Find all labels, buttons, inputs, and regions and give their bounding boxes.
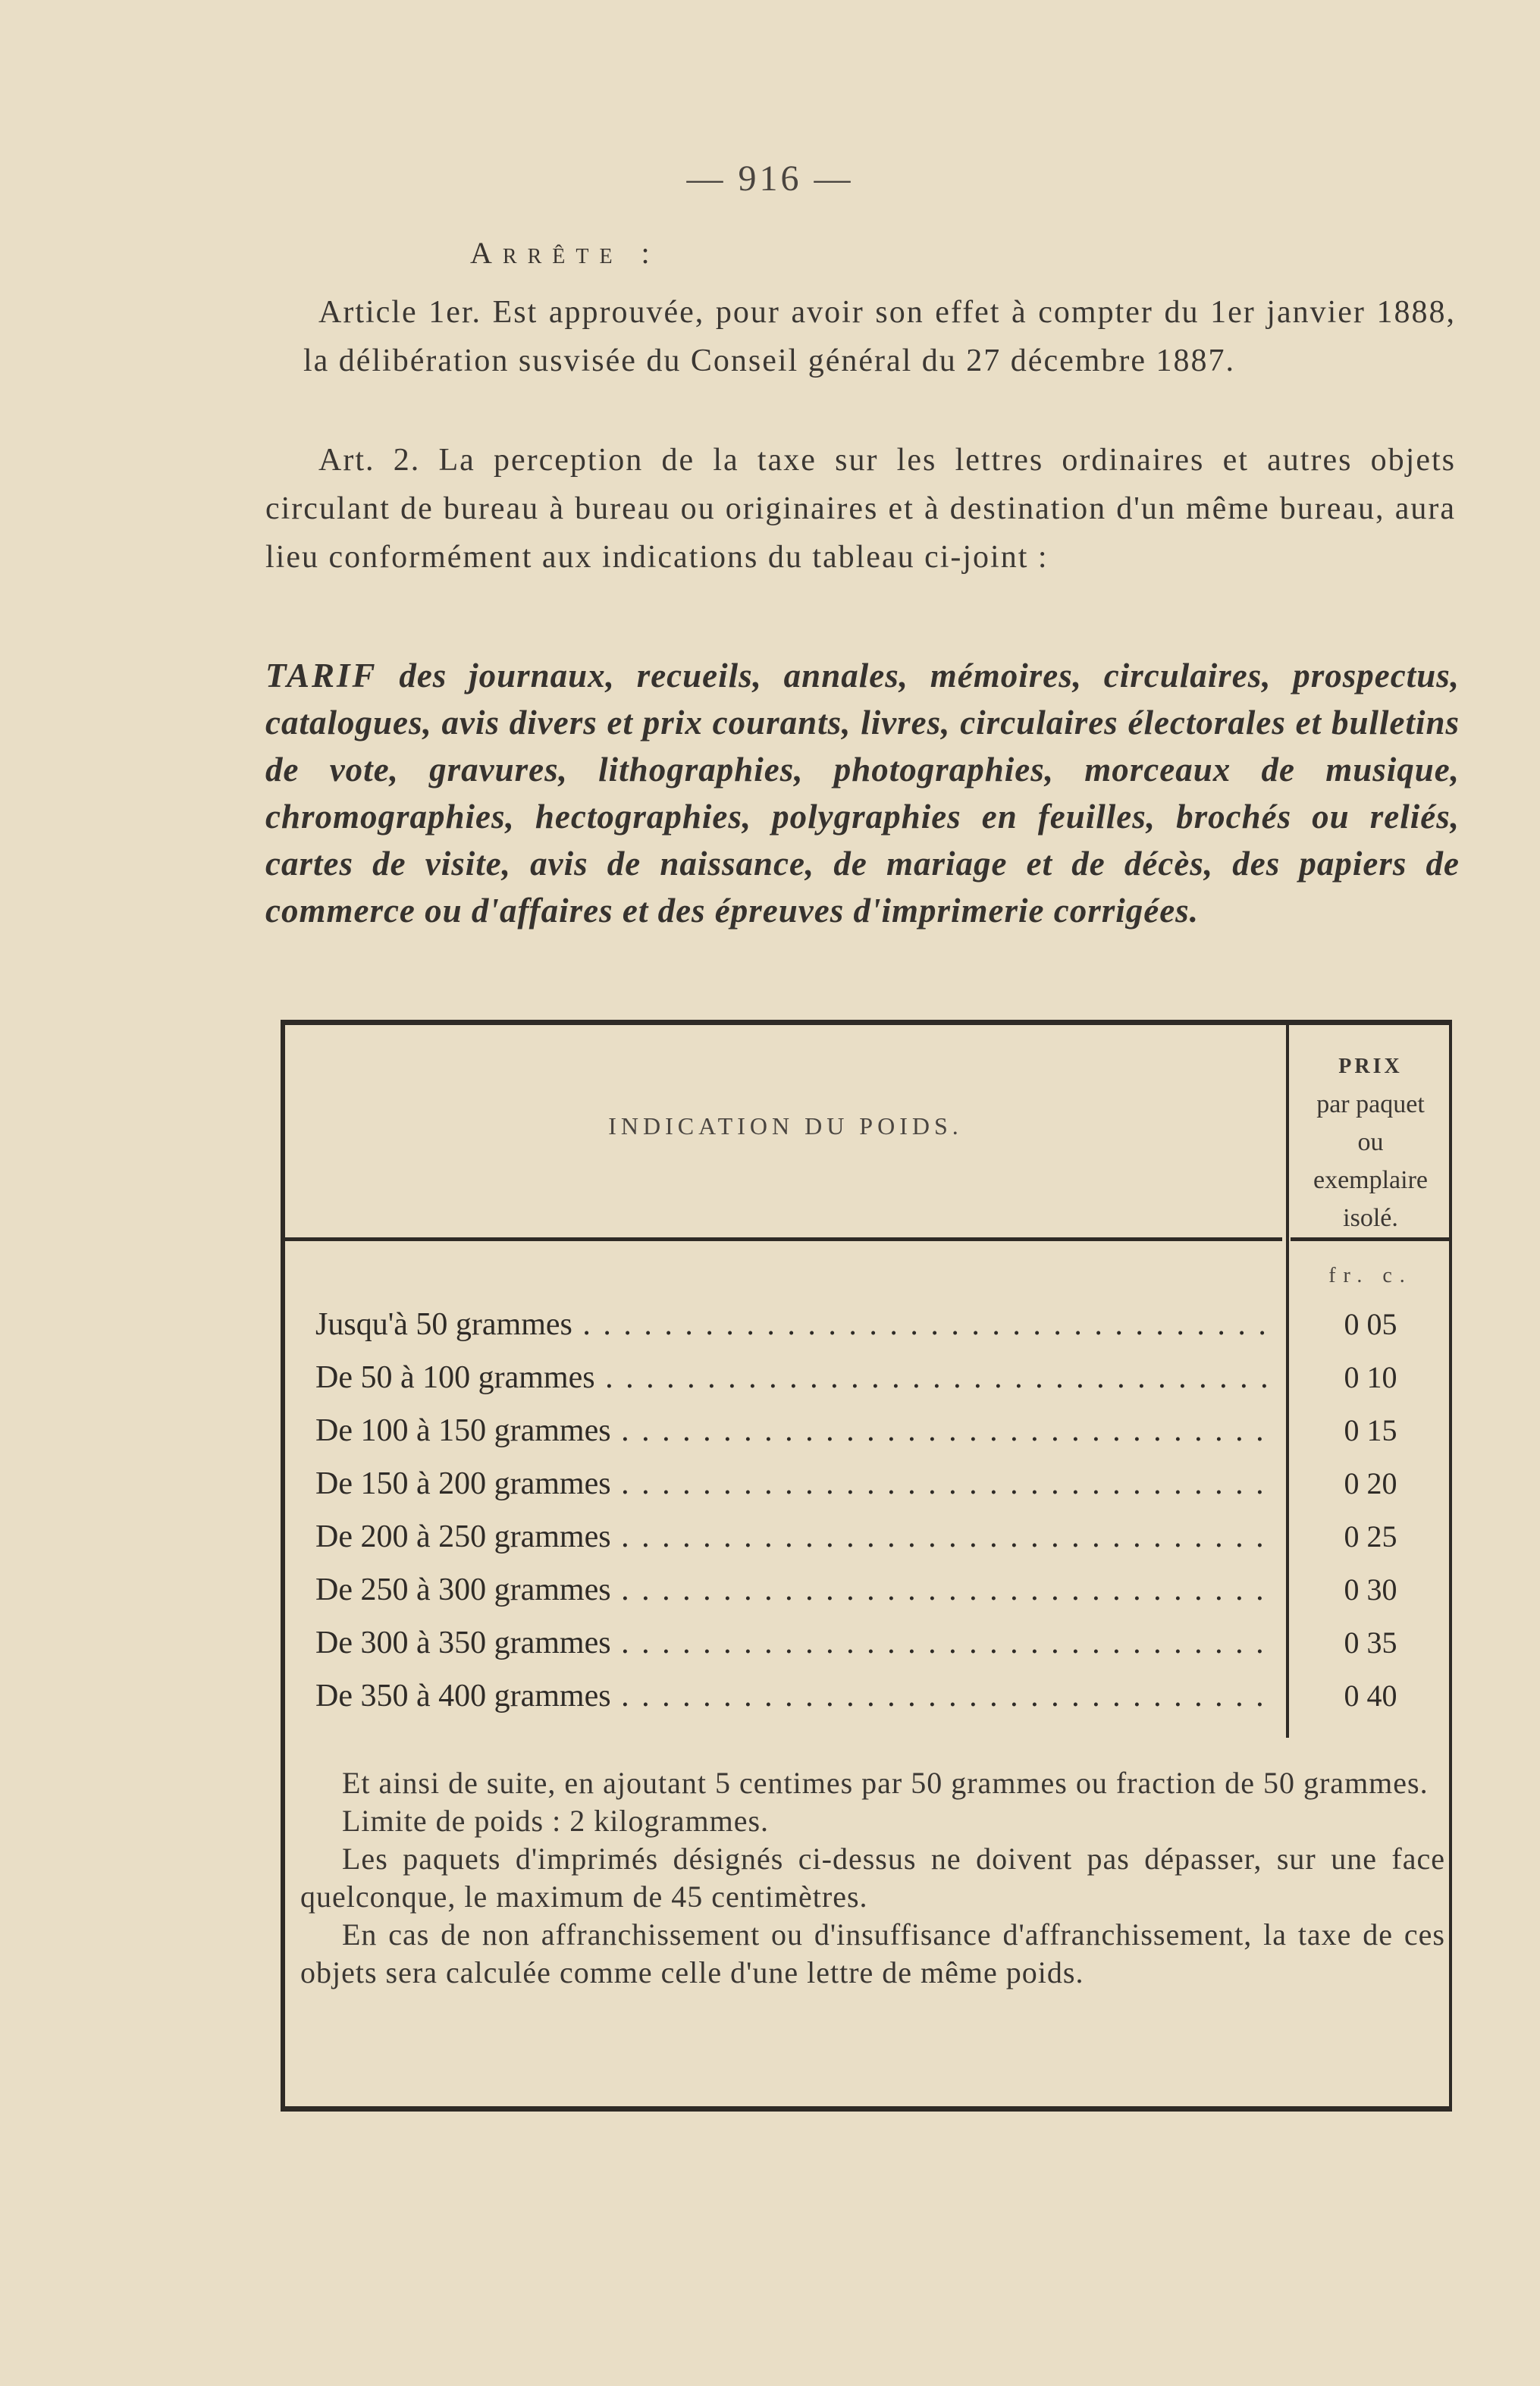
- table-row: [285, 1563, 1457, 1616]
- note-size-limit: Les paquets d'imprimés désignés ci-dessus ne doivent pas dépasser, sur une face quelconque, le maximum de 45 centimètres.: [300, 1842, 1445, 1914]
- price-header-line-4: exemplaire: [1313, 1166, 1429, 1194]
- weight-column-header: INDICATION DU POIDS.: [608, 1112, 963, 1140]
- price-value: 0 20: [1344, 1466, 1397, 1500]
- price-header-line-1: PRIX: [1338, 1055, 1403, 1078]
- price-value: 0 40: [1344, 1679, 1397, 1713]
- weight-label: De 100 à 150 grammes . . .: [315, 1404, 1271, 1457]
- price-value: 0 35: [1344, 1626, 1397, 1660]
- weight-label: De 250 à 300 grammes . . .: [315, 1563, 1271, 1616]
- weight-label: De 50 à 100 grammes . . .: [315, 1351, 1271, 1404]
- price-header-line-2: par paquet: [1316, 1090, 1425, 1118]
- article-2: Art. 2. La perception de la taxe sur les lettres ordinaires et autres objets circulant de bureau à bureau ou originaires et à destination d'un même bureau, aura lieu conformément aux indications du tableau ci-joint :: [265, 443, 1456, 575]
- price-value: 0 05: [1344, 1307, 1397, 1341]
- note-weight-limit: Limite de poids : 2 kilogrammes.: [342, 1804, 770, 1838]
- table-row: [285, 1670, 1457, 1723]
- table-row: [285, 1510, 1457, 1563]
- table-row: [285, 1616, 1457, 1670]
- table-notes: [300, 1764, 1445, 1992]
- price-value: 0 15: [1344, 1413, 1397, 1447]
- tariff-table: [281, 1020, 1452, 2112]
- price-units: fr. c.: [1328, 1264, 1413, 1287]
- table-row: [285, 1351, 1457, 1404]
- tarif-lead: TARIF: [265, 657, 378, 694]
- tarif-title: [265, 652, 1460, 934]
- price-value: 0 25: [1344, 1519, 1397, 1554]
- weight-label: Jusqu'à 50 grammes . . .: [315, 1298, 1271, 1351]
- table-row: [285, 1298, 1457, 1351]
- tarif-text: des journaux, recueils, annales, mémoires, circulaires, prospectus, catalogues, avis divers et prix courants, livres, circulaires électorales et bulletins de vote, gravures, lithographies, photographies, morceaux de musique, chromographies, hectographies, polygraphies en feuilles, brochés ou reliés, cartes de visite, avis de naissance, de mariage et de décès, des papiers de commerce ou d'affaires et des épreuves d'imprimerie corrigées.: [265, 657, 1460, 930]
- table-row: [285, 1457, 1457, 1510]
- weight-label: De 350 à 400 grammes . . .: [315, 1670, 1271, 1723]
- weight-label: De 150 à 200 grammes . . .: [315, 1457, 1271, 1510]
- price-column-header: [1289, 1048, 1452, 1237]
- note-insufficient-postage: En cas de non affranchissement ou d'insuffisance d'affranchissement, la taxe de ces objets sera calculée comme celle d'une lettre de même poids.: [300, 1917, 1445, 1989]
- price-value: 0 30: [1344, 1572, 1397, 1607]
- weight-label: De 300 à 350 grammes . . .: [315, 1616, 1271, 1670]
- header-rule: [285, 1237, 1282, 1241]
- page-number: — 916 —: [686, 158, 854, 199]
- price-header-line-5: isolé.: [1343, 1204, 1398, 1232]
- price-header-line-3: ou: [1357, 1128, 1384, 1156]
- note-increment: Et ainsi de suite, en ajoutant 5 centimes par 50 grammes ou fraction de 50 grammes.: [342, 1766, 1429, 1800]
- price-value: 0 10: [1344, 1360, 1397, 1394]
- header-rule-right: [1291, 1237, 1452, 1241]
- article-1: Article 1er. Est approuvée, pour avoir son effet à compter du 1er janvier 1888, la délibération susvisée du Conseil général du 27 décembre 1887.: [303, 295, 1456, 378]
- decree-heading: Arrête :: [470, 236, 660, 270]
- table-row: [285, 1404, 1457, 1457]
- weight-label: De 200 à 250 grammes . . .: [315, 1510, 1271, 1563]
